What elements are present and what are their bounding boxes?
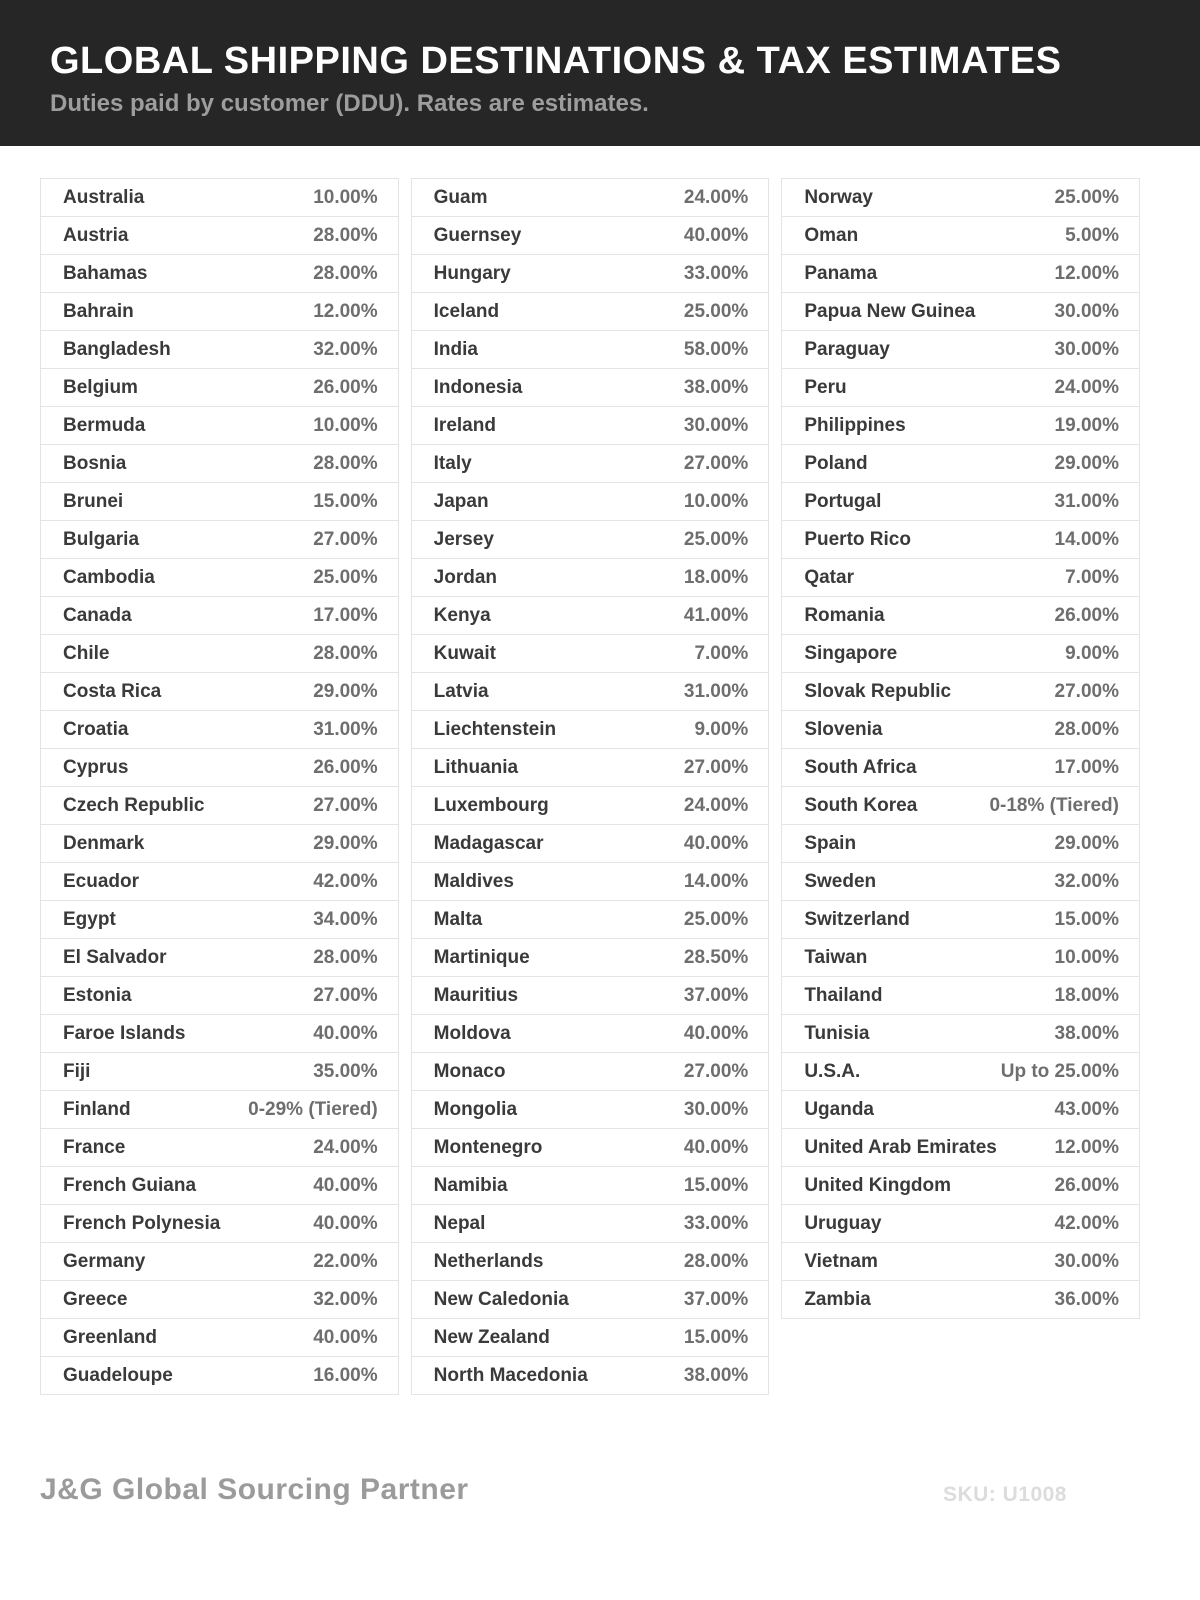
country-name: Indonesia — [433, 376, 523, 398]
country-name: Austria — [63, 224, 129, 246]
tax-rate: 26.00% — [1054, 1174, 1119, 1196]
country-name: Qatar — [804, 566, 854, 588]
table-row — [41, 825, 398, 863]
tax-rate: 24.00% — [1054, 376, 1119, 398]
country-name: Thailand — [804, 984, 883, 1006]
table-row — [412, 1091, 769, 1129]
tax-rate: 19.00% — [1054, 414, 1119, 436]
country-name: Fiji — [63, 1060, 91, 1082]
table-row — [41, 483, 398, 521]
table-row — [782, 863, 1139, 901]
tax-rate: 34.00% — [313, 908, 378, 930]
sku-label: SKU: U1008 — [942, 1483, 1067, 1506]
tax-rate: 32.00% — [313, 1288, 378, 1310]
table-row — [782, 977, 1139, 1015]
country-name: French Guiana — [63, 1174, 197, 1196]
country-name: Egypt — [63, 908, 116, 930]
table-row — [412, 597, 769, 635]
country-name: Denmark — [63, 832, 145, 854]
tax-rate: 42.00% — [1054, 1212, 1119, 1234]
tax-rate: 0-18% (Tiered) — [989, 794, 1119, 816]
tax-rate: 30.00% — [1054, 338, 1119, 360]
country-name: Sweden — [804, 870, 877, 892]
table-row — [41, 787, 398, 825]
country-name: Panama — [804, 262, 878, 284]
country-name: Finland — [63, 1098, 131, 1120]
table-row — [782, 1053, 1139, 1091]
table-row — [41, 1243, 398, 1281]
country-name: Singapore — [804, 642, 898, 664]
table-row — [412, 1243, 769, 1281]
table-row — [782, 711, 1139, 749]
tax-rate: 31.00% — [683, 680, 749, 702]
table-row — [41, 939, 398, 977]
table-row — [782, 483, 1139, 521]
country-name: Estonia — [63, 984, 132, 1006]
table-row — [782, 1243, 1139, 1281]
country-name: Bosnia — [63, 452, 127, 474]
country-name: France — [63, 1136, 126, 1158]
country-name: Greenland — [63, 1326, 157, 1348]
tax-rate: 32.00% — [313, 338, 378, 360]
table-row — [41, 1319, 398, 1357]
table-row — [41, 179, 398, 217]
tax-rate: 25.00% — [683, 528, 749, 550]
country-name: Namibia — [433, 1174, 508, 1196]
country-name: Kuwait — [433, 642, 496, 664]
table-row — [782, 1205, 1139, 1243]
tax-rate: 30.00% — [683, 1098, 749, 1120]
table-row — [782, 369, 1139, 407]
country-name: New Zealand — [433, 1326, 550, 1348]
tax-rate: 24.00% — [683, 794, 749, 816]
country-name: Paraguay — [804, 338, 890, 360]
tax-rate: 24.00% — [683, 186, 749, 208]
table-row — [412, 901, 769, 939]
country-name: Luxembourg — [433, 794, 549, 816]
tax-rate: 37.00% — [683, 1288, 749, 1310]
table-row — [782, 825, 1139, 863]
country-name: Lithuania — [433, 756, 519, 778]
table-row — [412, 255, 769, 293]
tax-rate: 25.00% — [313, 566, 378, 588]
tax-rate: 27.00% — [683, 756, 749, 778]
table-row — [41, 901, 398, 939]
country-name: Malta — [433, 908, 483, 930]
table-row — [782, 331, 1139, 369]
tax-table-column-3 — [781, 178, 1140, 1319]
tax-rate: 27.00% — [683, 452, 749, 474]
country-name: Japan — [433, 490, 489, 512]
tax-rate: 12.00% — [1054, 262, 1119, 284]
tax-rate: 14.00% — [1054, 528, 1119, 550]
tax-rate: 15.00% — [683, 1174, 749, 1196]
table-row — [412, 711, 769, 749]
table-row — [782, 217, 1139, 255]
tax-rate: 40.00% — [313, 1326, 378, 1348]
country-name: Moldova — [433, 1022, 511, 1044]
tax-rate: 43.00% — [1054, 1098, 1119, 1120]
table-row — [782, 673, 1139, 711]
table-row — [41, 1129, 398, 1167]
tax-rate: 26.00% — [313, 756, 378, 778]
country-name: Uruguay — [804, 1212, 882, 1234]
tax-rate: 10.00% — [683, 490, 749, 512]
country-name: Uganda — [804, 1098, 875, 1120]
table-row — [412, 635, 769, 673]
tax-rate: 41.00% — [683, 604, 749, 626]
tax-rate: 28.00% — [313, 262, 378, 284]
country-name: Australia — [63, 186, 145, 208]
tax-table-column-2 — [411, 178, 770, 1395]
tax-rate: 27.00% — [313, 984, 378, 1006]
table-row — [782, 939, 1139, 977]
table-row — [782, 521, 1139, 559]
table-row — [412, 1281, 769, 1319]
table-row — [412, 1205, 769, 1243]
tax-rate: 40.00% — [313, 1022, 378, 1044]
country-name: Cambodia — [63, 566, 155, 588]
tax-rate: Up to 25.00% — [1000, 1060, 1119, 1082]
tax-rate: 17.00% — [313, 604, 378, 626]
tax-rate: 37.00% — [683, 984, 749, 1006]
country-name: Germany — [63, 1250, 146, 1272]
tax-rate: 27.00% — [1054, 680, 1119, 702]
tax-rate: 0-29% (Tiered) — [248, 1098, 378, 1120]
table-row — [412, 749, 769, 787]
country-name: Bahamas — [63, 262, 148, 284]
tax-rate: 7.00% — [1065, 566, 1119, 588]
country-name: Zambia — [804, 1288, 871, 1310]
tax-rate: 33.00% — [683, 262, 749, 284]
table-row — [782, 1129, 1139, 1167]
table-row — [41, 521, 398, 559]
country-name: Greece — [63, 1288, 128, 1310]
country-name: Hungary — [433, 262, 511, 284]
table-row — [412, 1357, 769, 1395]
tax-rate: 38.00% — [683, 1364, 749, 1386]
country-name: Oman — [804, 224, 859, 246]
table-row — [412, 1015, 769, 1053]
country-name: Guadeloupe — [63, 1364, 173, 1386]
tax-rate: 36.00% — [1054, 1288, 1119, 1310]
country-name: Iceland — [433, 300, 500, 322]
country-name: Philippines — [804, 414, 906, 436]
country-name: Czech Republic — [63, 794, 205, 816]
table-row — [412, 445, 769, 483]
table-row — [41, 217, 398, 255]
country-name: Guernsey — [433, 224, 522, 246]
country-name: Portugal — [804, 490, 882, 512]
country-name: Poland — [804, 452, 868, 474]
country-name: Latvia — [433, 680, 489, 702]
country-name: Nepal — [433, 1212, 486, 1234]
country-name: Faroe Islands — [63, 1022, 186, 1044]
table-row — [41, 331, 398, 369]
country-name: Slovenia — [804, 718, 883, 740]
tax-rate: 10.00% — [313, 414, 378, 436]
table-row — [412, 1053, 769, 1091]
table-row — [41, 559, 398, 597]
tax-rate: 10.00% — [1054, 946, 1119, 968]
country-name: Liechtenstein — [433, 718, 557, 740]
brand-name: J&G Global Sourcing Partner — [40, 1473, 469, 1506]
country-name: Spain — [804, 832, 857, 854]
tax-rate: 40.00% — [683, 1136, 749, 1158]
country-name: Mauritius — [433, 984, 519, 1006]
country-name: Romania — [804, 604, 885, 626]
footer — [0, 1473, 1200, 1507]
table-row — [41, 1053, 398, 1091]
country-name: Tunisia — [804, 1022, 870, 1044]
tax-table-column-1 — [40, 178, 399, 1395]
table-row — [412, 559, 769, 597]
country-name: Slovak Republic — [804, 680, 952, 702]
country-name: Mongolia — [433, 1098, 518, 1120]
tax-rate: 58.00% — [683, 338, 749, 360]
tax-rate: 28.50% — [683, 946, 749, 968]
tax-rate: 29.00% — [1054, 832, 1119, 854]
table-row — [412, 407, 769, 445]
country-name: El Salvador — [63, 946, 167, 968]
table-row — [412, 977, 769, 1015]
country-name: Italy — [433, 452, 472, 474]
country-name: Chile — [63, 642, 110, 664]
country-name: Montenegro — [433, 1136, 543, 1158]
tax-rate: 35.00% — [313, 1060, 378, 1082]
tax-rate: 12.00% — [1054, 1136, 1119, 1158]
tax-rate: 29.00% — [1054, 452, 1119, 474]
table-row — [41, 1091, 398, 1129]
table-row — [782, 407, 1139, 445]
tax-rate: 24.00% — [313, 1136, 378, 1158]
country-name: Kenya — [433, 604, 491, 626]
tax-rate: 30.00% — [683, 414, 749, 436]
tax-rate: 27.00% — [313, 794, 378, 816]
table-row — [412, 217, 769, 255]
table-row — [782, 1091, 1139, 1129]
country-name: North Macedonia — [433, 1364, 588, 1386]
country-name: Martinique — [433, 946, 530, 968]
table-row — [782, 1281, 1139, 1319]
tax-rate: 31.00% — [1054, 490, 1119, 512]
table-row — [412, 331, 769, 369]
country-name: Cyprus — [63, 756, 129, 778]
table-row — [41, 749, 398, 787]
header-banner — [0, 0, 1200, 146]
tax-rate: 27.00% — [683, 1060, 749, 1082]
country-name: Costa Rica — [63, 680, 162, 702]
table-row — [782, 787, 1139, 825]
table-row — [782, 179, 1139, 217]
table-row — [41, 255, 398, 293]
table-row — [41, 445, 398, 483]
country-name: South Africa — [804, 756, 917, 778]
tax-rate: 25.00% — [683, 300, 749, 322]
country-name: Norway — [804, 186, 873, 208]
table-row — [412, 179, 769, 217]
country-name: Peru — [804, 376, 847, 398]
tax-rate: 25.00% — [683, 908, 749, 930]
table-row — [412, 369, 769, 407]
table-row — [412, 673, 769, 711]
table-row — [412, 293, 769, 331]
tax-rate: 28.00% — [313, 642, 378, 664]
tax-rate: 15.00% — [683, 1326, 749, 1348]
country-name: Canada — [63, 604, 132, 626]
table-row — [41, 1281, 398, 1319]
table-row — [41, 1167, 398, 1205]
tax-rate: 9.00% — [694, 718, 749, 740]
tax-rate: 22.00% — [313, 1250, 378, 1272]
tax-rate: 40.00% — [313, 1212, 378, 1234]
tax-rate: 40.00% — [683, 224, 749, 246]
country-name: Bangladesh — [63, 338, 171, 360]
country-name: Netherlands — [433, 1250, 544, 1272]
tax-rate: 42.00% — [313, 870, 378, 892]
country-name: Brunei — [63, 490, 124, 512]
table-row — [412, 863, 769, 901]
table-row — [41, 293, 398, 331]
tax-rate: 32.00% — [1054, 870, 1119, 892]
country-name: New Caledonia — [433, 1288, 569, 1310]
country-name: Guam — [433, 186, 488, 208]
tax-rate: 12.00% — [313, 300, 378, 322]
tax-rate: 30.00% — [1054, 1250, 1119, 1272]
table-row — [782, 635, 1139, 673]
tax-rate: 18.00% — [1054, 984, 1119, 1006]
table-row — [41, 977, 398, 1015]
table-row — [41, 673, 398, 711]
tax-rate: 28.00% — [1054, 718, 1119, 740]
table-row — [41, 597, 398, 635]
tax-rate: 27.00% — [313, 528, 378, 550]
table-row — [41, 1357, 398, 1395]
country-name: Maldives — [433, 870, 514, 892]
country-name: Vietnam — [804, 1250, 878, 1272]
table-row — [412, 521, 769, 559]
tax-rate: 40.00% — [683, 832, 749, 854]
tax-rate: 15.00% — [313, 490, 378, 512]
table-row — [412, 939, 769, 977]
country-name: Jersey — [433, 528, 494, 550]
country-name: Ireland — [433, 414, 496, 436]
table-row — [782, 445, 1139, 483]
tax-rate: 40.00% — [313, 1174, 378, 1196]
tax-rate: 28.00% — [683, 1250, 749, 1272]
tax-rate: 31.00% — [313, 718, 378, 740]
country-name: United Arab Emirates — [804, 1136, 997, 1158]
table-row — [41, 863, 398, 901]
table-row — [41, 1015, 398, 1053]
tax-rate: 26.00% — [313, 376, 378, 398]
table-row — [412, 825, 769, 863]
country-name: U.S.A. — [804, 1060, 861, 1082]
country-name: Monaco — [433, 1060, 506, 1082]
table-row — [41, 711, 398, 749]
country-name: United Kingdom — [804, 1174, 952, 1196]
country-name: Ecuador — [63, 870, 140, 892]
table-row — [782, 255, 1139, 293]
country-name: Jordan — [433, 566, 498, 588]
tax-rate: 26.00% — [1054, 604, 1119, 626]
tax-rate: 9.00% — [1065, 642, 1119, 664]
country-name: French Polynesia — [63, 1212, 221, 1234]
tax-rate: 14.00% — [683, 870, 749, 892]
country-name: Belgium — [63, 376, 138, 398]
tax-rate: 15.00% — [1054, 908, 1119, 930]
table-row — [412, 1319, 769, 1357]
tax-rate: 10.00% — [313, 186, 378, 208]
table-row — [41, 369, 398, 407]
table-row — [41, 1205, 398, 1243]
table-row — [412, 483, 769, 521]
tax-rate: 28.00% — [313, 224, 378, 246]
table-row — [412, 787, 769, 825]
tax-rate: 16.00% — [313, 1364, 378, 1386]
tax-rate: 18.00% — [683, 566, 749, 588]
country-name: Bermuda — [63, 414, 146, 436]
tax-rate: 25.00% — [1054, 186, 1119, 208]
table-row — [412, 1129, 769, 1167]
country-name: Puerto Rico — [804, 528, 911, 550]
table-row — [412, 1167, 769, 1205]
page-title: GLOBAL SHIPPING DESTINATIONS & TAX ESTIMATES — [50, 40, 1062, 82]
tax-rate: 17.00% — [1054, 756, 1119, 778]
table-row — [41, 635, 398, 673]
country-name: Madagascar — [433, 832, 544, 854]
tax-table — [0, 146, 1200, 1395]
table-row — [41, 407, 398, 445]
country-name: Papua New Guinea — [804, 300, 976, 322]
country-name: Croatia — [63, 718, 129, 740]
table-row — [782, 597, 1139, 635]
country-name: South Korea — [804, 794, 918, 816]
tax-rate: 40.00% — [683, 1022, 749, 1044]
country-name: Switzerland — [804, 908, 910, 930]
table-row — [782, 293, 1139, 331]
tax-rate: 5.00% — [1065, 224, 1119, 246]
country-name: Bahrain — [63, 300, 134, 322]
tax-rate: 30.00% — [1054, 300, 1119, 322]
country-name: India — [433, 338, 478, 360]
tax-rate: 7.00% — [694, 642, 749, 664]
tax-rate: 28.00% — [313, 452, 378, 474]
tax-rate: 38.00% — [1054, 1022, 1119, 1044]
tax-rate: 33.00% — [683, 1212, 749, 1234]
tax-rate: 29.00% — [313, 832, 378, 854]
tax-rate: 28.00% — [313, 946, 378, 968]
page-subtitle: Duties paid by customer (DDU). Rates are estimates. — [50, 90, 649, 117]
table-row — [782, 901, 1139, 939]
table-row — [782, 749, 1139, 787]
table-row — [782, 1015, 1139, 1053]
tax-rate: 38.00% — [683, 376, 749, 398]
country-name: Bulgaria — [63, 528, 140, 550]
table-row — [782, 1167, 1139, 1205]
tax-rate: 29.00% — [313, 680, 378, 702]
table-row — [782, 559, 1139, 597]
country-name: Taiwan — [804, 946, 868, 968]
